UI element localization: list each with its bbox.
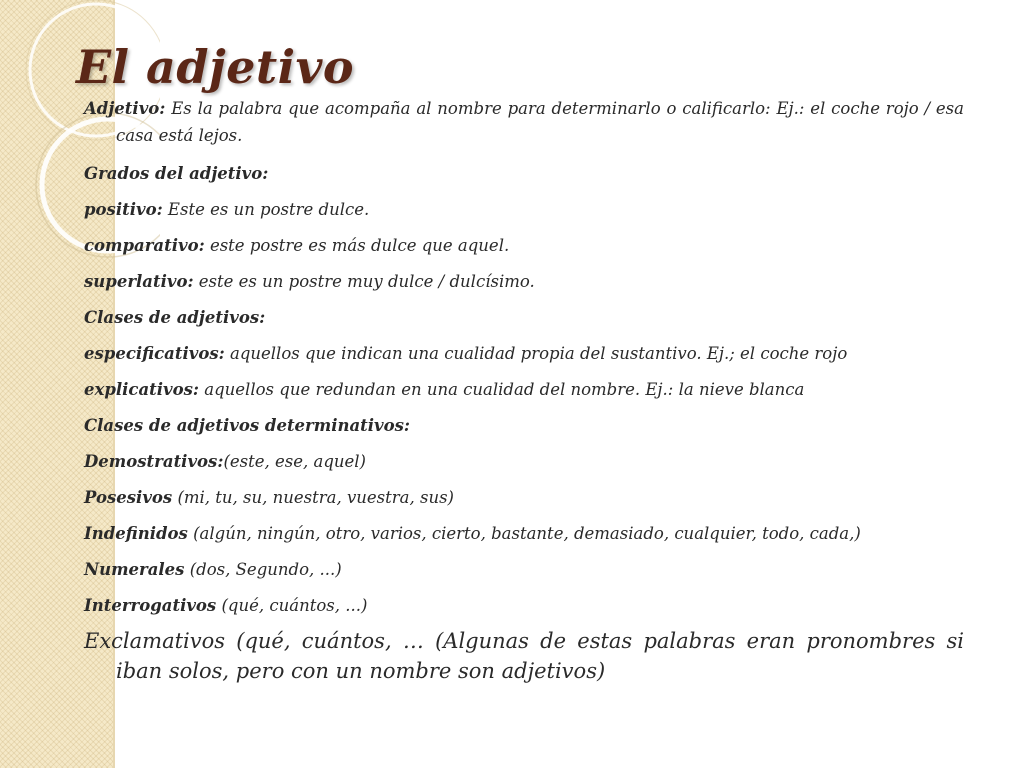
- line-term: Interrogativos: [84, 596, 217, 615]
- definition-term: Adjetivo:: [84, 99, 166, 118]
- content-line-posesivos: [84, 480, 964, 516]
- exclamativos-term: Exclamativos: [84, 629, 226, 653]
- slide-content: [84, 95, 964, 686]
- content-line-determinativos: [84, 408, 964, 444]
- line-term: Clases de adjetivos determinativos:: [84, 416, 411, 435]
- content-line-demostrativos: [84, 444, 964, 480]
- content-line-explicativos: [84, 372, 964, 408]
- line-text: este postre es más dulce que aquel.: [204, 236, 510, 255]
- content-line-numerales: [84, 552, 964, 588]
- content-line-indefinidos: [84, 516, 964, 552]
- line-text: (este, ese, aquel): [223, 452, 366, 471]
- line-text: aquellos que indican una cualidad propia del sustantivo. Ej.; el coche rojo: [224, 344, 848, 363]
- content-line-comparativo: [84, 228, 964, 264]
- line-text: este es un postre muy dulce / dulcísimo.: [193, 272, 535, 291]
- line-text: (algún, ningún, otro, varios, cierto, bastante, demasiado, cualquier, todo, cada,): [187, 524, 861, 543]
- line-text: (qué, cuántos, ...): [216, 596, 368, 615]
- line-text: Este es un postre dulce.: [162, 200, 370, 219]
- line-text: aquellos que redundan en una cualidad del nombre. Ej.: la nieve blanca: [199, 380, 805, 399]
- line-term: especificativos:: [84, 344, 225, 363]
- line-term: Demostrativos:: [84, 452, 224, 471]
- line-term: comparativo:: [84, 236, 205, 255]
- content-line-superlativo: [84, 264, 964, 300]
- exclamativos-text: (qué, cuántos, … (Algunas de estas palabras eran pronombres si iban solos, pero con un nombre son adjetivos): [116, 629, 964, 683]
- line-text: (mi, tu, su, nuestra, vuestra, sus): [172, 488, 454, 507]
- line-term: Numerales: [84, 560, 185, 579]
- content-line-especificativos: [84, 336, 964, 372]
- line-term: Clases de adjetivos:: [84, 308, 266, 327]
- content-line-positivo: [84, 192, 964, 228]
- line-term: positivo:: [84, 200, 163, 219]
- line-term: Indefinidos: [84, 524, 188, 543]
- slide-title: El adjetivo: [76, 40, 355, 94]
- content-line-grados: [84, 156, 964, 192]
- content-line-clases: [84, 300, 964, 336]
- definition-text: Es la palabra que acompaña al nombre para determinarlo o calificarlo: Ej.: el coche rojo / esa casa está lejos.: [116, 99, 964, 145]
- line-term: Grados del adjetivo:: [84, 164, 269, 183]
- definition-paragraph: [84, 95, 964, 149]
- line-term: superlativo:: [84, 272, 194, 291]
- line-term: Posesivos: [84, 488, 173, 507]
- content-line-interrogativos: [84, 588, 964, 624]
- exclamativos-paragraph: [84, 626, 964, 686]
- line-term: explicativos:: [84, 380, 200, 399]
- line-text: (dos, Segundo, ...): [184, 560, 342, 579]
